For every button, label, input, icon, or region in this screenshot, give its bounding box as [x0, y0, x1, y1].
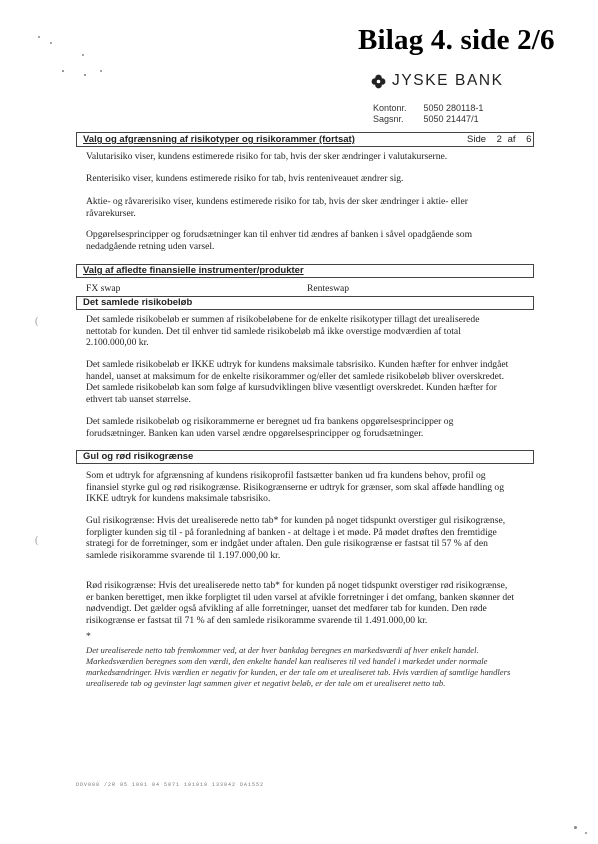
paragraph-total-risk-calculation: Det samlede risikobeløb og risikorammerne er beregnet ud fra bankens opgørelsesprincipper og forudsætninger. Banken kan uden varsel ændre opgørelsesprincipper og forudsætninger.	[86, 416, 454, 439]
sagsnr-row	[373, 114, 483, 124]
instrument-fx-swap: FX swap	[86, 283, 121, 294]
jyske-bank-clover-logo-icon	[371, 74, 386, 89]
section-title: Valg og afgrænsning af risikotyper og risikorammer (fortsat)	[83, 134, 355, 145]
page-total: 6	[526, 134, 532, 145]
paragraph-risk-limits-intro: Som et udtryk for afgrænsning af kundens risikoprofil fastsætter banken ud fra kundens behov, profil og finansiel styrke gul og rød risikogrænse. Risikogrænserne er udtryk for grænser, som skal afføde handling og IKKE udtryk for kundens maksimale tabsrisiko.	[86, 470, 505, 505]
kontonr-value: 5050 280118-1	[423, 103, 484, 113]
instrument-interest-swap: Renteswap	[307, 283, 350, 294]
paragraph-calculation-principles: Opgørelsesprincipper og forudsætninger kan til enhver tid ændres af banken i såvel opadgående som nedadgående retning uden varsel.	[86, 229, 473, 252]
paragraph-total-risk-definition: Det samlede risikobeløb er summen af risikobeløbene for de enkelte risikotyper tillagt det urealiserede nettotab for kunden. Det til enhver tid samlede risikobeløb må ikke overstige modværdien af total 2.100.000,00 kr.	[86, 314, 480, 349]
section-header-yellow-red-limit	[76, 450, 534, 464]
section-title: Valg af afledte finansielle instrumenter/produkter	[83, 265, 304, 276]
page-label: Side	[467, 134, 487, 145]
bank-name: JYSKE BANK	[392, 72, 504, 89]
paragraph-yellow-risk-limit: Gul risikogrænse: Hvis det urealiserede netto tab* for kunden på noget tidspunkt overstiger gul risikogrænse, forpligter kunden sig til - på foranledning af banken - at deltage i et møde. På mødet drøftes den fremtidige strategi for de forretninger, som er indgået under aftalen. Den gule risikogrænse er fastsat til 57 % af den samlede risikoramme svarende til 1.197.000,00 kr.	[86, 515, 506, 561]
annex-stamp-title: Bilag 4. side 2/6	[358, 24, 555, 56]
section-header-total-risk	[76, 296, 534, 310]
scan-speck	[574, 826, 577, 829]
scan-speck	[50, 42, 52, 44]
paragraph-currency-risk: Valutarisiko viser, kundens estimerede risiko for tab, hvis der sker ændringer i valutakurserne.	[86, 151, 448, 162]
sagsnr-label: Sagsnr.	[373, 114, 404, 124]
scan-speck	[82, 54, 84, 56]
section-title: Det samlede risikobeløb	[83, 297, 193, 308]
paragraph-interest-risk: Renterisiko viser, kundens estimerede risiko for tab, hvis renteniveauet ændrer sig.	[86, 173, 404, 184]
scan-speck	[585, 832, 587, 834]
scan-speck	[62, 70, 64, 72]
section-header-derivatives	[76, 264, 534, 278]
footnote-unrealised-loss: Det urealiserede netto tab fremkommer ved, at der hver bankdag beregnes en markedsværdi af hver enkelt handel. Markedsværdien beregnes som den værdi, den enkelte handel kan realiseres til ved handel i markedet under normale markedsændringer. Hvis værdien er negativ for kunden, er der tale om et urealiseret tab. Hvis værdien af samtlige handlers urealiserede tab og gevinster lagt sammen giver et negativt beløb, er der tale om et urealiseret netto tab.	[86, 645, 511, 688]
page-number: 2	[496, 134, 502, 145]
footnote-asterisk: *	[86, 631, 91, 642]
account-meta	[373, 103, 483, 124]
scan-speck	[84, 74, 86, 76]
margin-mark: (	[35, 316, 39, 327]
margin-mark: (	[35, 535, 39, 546]
paragraph-equity-commodity-risk: Aktie- og råvarerisiko viser, kundens estimerede risiko for tab, hvis der sker ændringer i aktie- eller råvarekurser.	[86, 196, 468, 219]
form-code: DDV000 /2R 05 1001 04 5071 101019 133042 DA1552	[76, 782, 265, 788]
section-title: Gul og rød risikogrænse	[83, 451, 194, 462]
paragraph-total-risk-not-max: Det samlede risikobeløb er IKKE udtryk for kundens maksimale tabsrisiko. Kunden hæfter for enhver indgået handel, uanset at maksimum for de enkelte risikorammer og/eller det samlede risikobeløb bliver overskredet. Det samlede risikobeløb kan som følge af kursudviklingen blive væsentligt overskredet. Kunden hæfter for ethvert tab uanset størrelse.	[86, 359, 509, 405]
paragraph-red-risk-limit: Rød risikogrænse: Hvis det urealiserede netto tab* for kunden på noget tidspunkt overstiger rød risikogrænse, er banken berettiget, men ikke forpligtet til uden varsel at afvikle forretninger i det omfang, banken skønner det nødvendigt. Det gælder også afvikling af alle forretninger, uanset det medfører tab for kunden. Den røde risikogrænse er fastsat til 71 % af den samlede risikoramme svarende til 1.491.000,00 kr.	[86, 580, 515, 626]
page-indicator	[467, 134, 531, 145]
scan-speck	[38, 36, 40, 38]
kontonr-row	[373, 103, 483, 113]
section-header-risk-types	[76, 132, 534, 147]
scan-speck	[100, 70, 102, 72]
bank-logo	[371, 72, 504, 90]
page-of: af	[507, 134, 516, 145]
kontonr-label: Kontonr.	[373, 103, 407, 113]
sagsnr-value: 5050 21447/1	[423, 114, 479, 124]
